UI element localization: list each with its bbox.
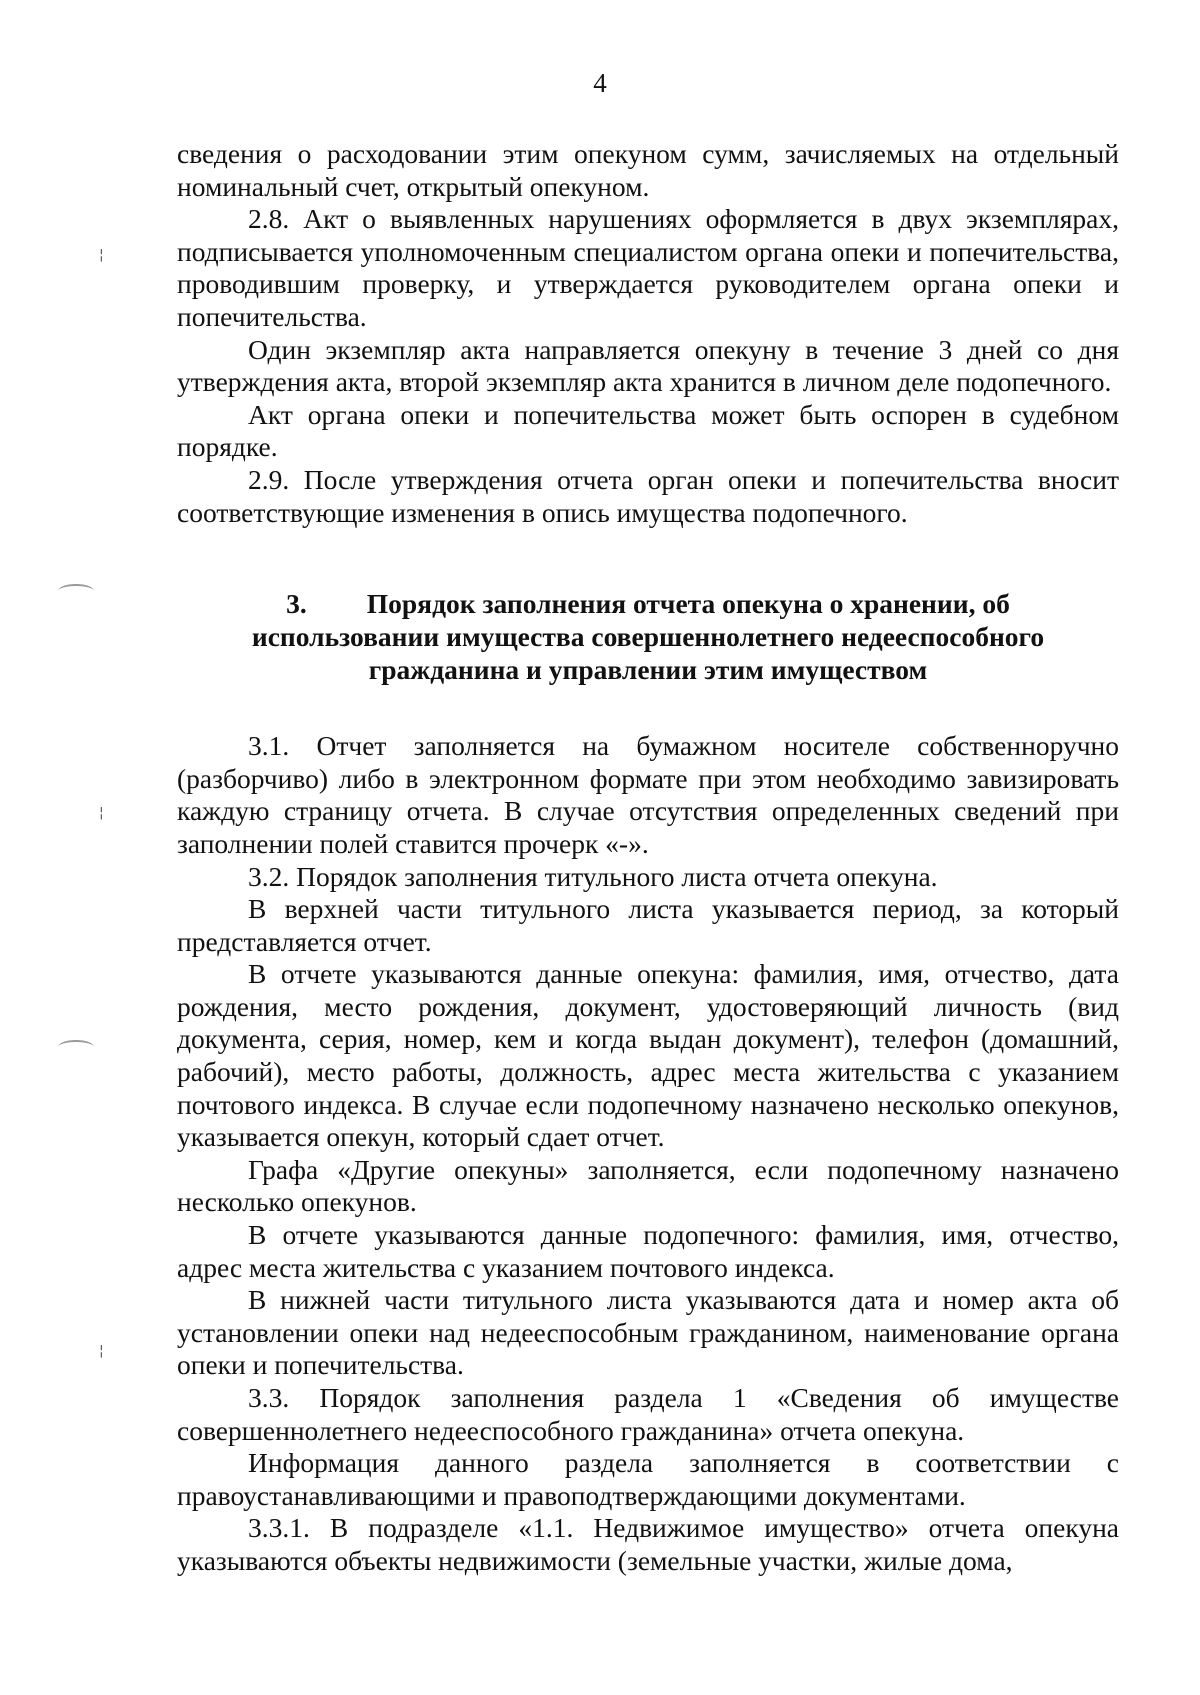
paragraph: В нижней части титульного листа указываются дата и номер акта об установлении опеки над недееспособным гражданином, наименование органа опеки и попечительства. bbox=[177, 1284, 1119, 1381]
paragraph: Графа «Другие опекуны» заполняется, если подопечному назначено несколько опекунов. bbox=[177, 1153, 1119, 1218]
scan-mark: ¦ bbox=[99, 1343, 104, 1359]
paragraph: В отчете указываются данные опекуна: фамилия, имя, отчество, дата рождения, место рождения, документ, удостоверяющий личность (вид документа, серия, номер, кем и когда выдан документ), телефон (домашний, рабочий), место работы, должность, адрес места жительства с указанием почтового индекса. В случае если подопечному назначено несколько опекунов, указывается опекун, который сдает отчет. bbox=[177, 958, 1119, 1153]
punch-hole-mark bbox=[58, 584, 94, 598]
paragraph: 3.3.1. В подразделе «1.1. Недвижимое имущество» отчета опекуна указываются объекты недвижимости (земельные участки, жилые дома, bbox=[177, 1512, 1119, 1576]
punch-hole-mark bbox=[58, 1040, 94, 1054]
paragraph: Информация данного раздела заполняется в соответствии с правоустанавливающими и правоподтверждающими документами. bbox=[177, 1447, 1119, 1511]
section-number: 3. bbox=[286, 588, 307, 620]
paragraph: 2.8. Акт о выявленных нарушениях оформляется в двух экземплярах, подписывается уполномоченным специалистом органа опеки и попечительства, проводившим проверку, и утверждается руководителем органа опеки и попечительства. bbox=[177, 203, 1119, 332]
paragraph: 3.1. Отчет заполняется на бумажном носителе собственноручно (разборчиво) либо в электронном формате при этом необходимо завизировать каждую страницу отчета. В случае отсутствия определенных сведений при заполнении полей ставится прочерк «-». bbox=[177, 730, 1119, 859]
paragraph: Один экземпляр акта направляется опекуну в течение 3 дней со дня утверждения акта, второй экземпляр акта хранится в личном деле подопечного. bbox=[177, 333, 1119, 398]
paragraph: 3.3. Порядок заполнения раздела 1 «Сведения об имуществе совершеннолетнего недееспособного гражданина» отчета опекуна. bbox=[177, 1382, 1119, 1446]
section-title: Порядок заполнения отчета опекуна о хранении, об использовании имущества совершеннолетнего недееспособного гражданина и управлении этим имуществом bbox=[251, 588, 1045, 686]
document-body bbox=[177, 138, 1119, 1578]
scan-mark: ¦ bbox=[99, 247, 104, 263]
paragraph: 3.2. Порядок заполнения титульного листа отчета опекуна. bbox=[248, 860, 938, 892]
paragraph: В верхней части титульного листа указывается период, за который представляется отчет. bbox=[177, 893, 1119, 957]
paragraph: Акт органа опеки и попечительства может быть оспорен в судебном порядке. bbox=[177, 398, 1119, 463]
paragraph: 2.9. После утверждения отчета орган опеки и попечительства вносит соответствующие изменения в опись имущества подопечного. bbox=[177, 463, 1119, 528]
page-number: 4 bbox=[593, 68, 607, 98]
paragraph: сведения о расходовании этим опекуном сумм, зачисляемых на отдельный номинальный счет, открытый опекуном. bbox=[177, 138, 1119, 202]
section-heading bbox=[177, 587, 1119, 686]
scan-mark: ¦ bbox=[99, 805, 104, 821]
paragraph: В отчете указываются данные подопечного: фамилия, имя, отчество, адрес места жительства с указанием почтового индекса. bbox=[177, 1219, 1119, 1283]
